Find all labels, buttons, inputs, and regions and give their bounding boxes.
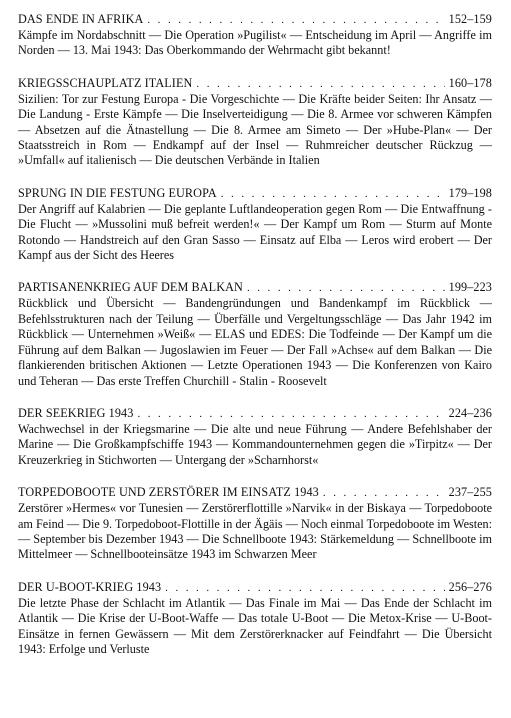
section-title: KRIEGSSCHAUPLATZ ITALIEN xyxy=(18,75,193,90)
toc-heading xyxy=(18,186,492,202)
toc-heading xyxy=(18,280,492,296)
section-title: TORPEDOBOOTE UND ZERSTÖRER IM EINSATZ 1943 xyxy=(18,485,319,500)
page-range: 179–198 xyxy=(448,185,492,200)
section-title: PARTISANENKRIEG AUF DEM BALKAN xyxy=(18,280,243,295)
toc-entry-der-seekrieg-1943 xyxy=(18,406,492,468)
section-summary: Rückblick und Übersicht — Bandengründungen und Bandenkampf im Rückblick — Befehlsstrukturen nach der Teilung — Überfälle und Vergeltungsschläge — Das Jahr 1942 im Rückblick — Unternehmen »Weiß« — ELAS und EDES: Die Todfeinde — Der Kampf um die Führung auf dem Balkan — Jugoslawien im Feuer — Der Fall »Achse« auf dem Balkan — Die flankierenden britischen Aktionen — Letzte Operationen 1943 — Die Konferenzen von Kairo und Teheran — Das erste Treffen Churchill - Stalin - Roosevelt xyxy=(18,296,492,388)
dot-leader xyxy=(165,581,444,596)
toc-heading xyxy=(18,12,492,28)
dot-leader xyxy=(221,187,445,202)
toc-heading xyxy=(18,485,492,501)
page-range: 256–276 xyxy=(448,579,492,594)
toc-heading xyxy=(18,580,492,596)
toc-entry-das-ende-in-afrika xyxy=(18,12,492,59)
dot-leader xyxy=(247,281,445,296)
section-summary: Die letzte Phase der Schlacht im Atlantik — Das Finale im Mai — Das Ende der Schlacht im Atlantik — Die Krise der U-Boot-Waffe — Das totale U-Boot — Die Metox-Krise — U-Boot-Einsätze in fernen Gewässern — Mit dem Zerstörerknacker auf Feindfahrt — Die Übersicht 1943: Erfolge und Verluste xyxy=(18,595,492,656)
section-title: SPRUNG IN DIE FESTUNG EUROPA xyxy=(18,185,217,200)
section-title: DER SEEKRIEG 1943 xyxy=(18,405,134,420)
page-range: 224–236 xyxy=(448,405,492,420)
page-range: 160–178 xyxy=(448,75,492,90)
page-range: 199–223 xyxy=(448,280,492,295)
section-title: DAS ENDE IN AFRIKA xyxy=(18,12,144,26)
page-range: 237–255 xyxy=(448,485,492,500)
section-summary: Der Angriff auf Kalabrien — Die geplante Luftlandeoperation gegen Rom — Die Entwaffnung - Die Flucht — »Mussolini muß befreit werden!« — Der Kampf um Rom — Sturm auf Monte Rotondo — Handstreich auf den Gran Sasso — Einsatz auf Elba — Leros wird erobert — Der Kampf aus der Sicht des Heeres xyxy=(18,201,492,263)
dot-leader xyxy=(137,407,444,422)
section-summary: Zerstörer »Hermes« vor Tunesien — Zerstörerflottille »Narvik« in der Biskaya — Torpedoboote am Feind — Die 9. Torpedoboot-Flottille in der Ägäis — Noch einmal Torpedoboote im Westen: — September bis Dezember 1943 — Die Schnellboote 1943: Stärkemeldung — Schnellboote im Mittelmeer — Schnellbooteinsätze 1943 im Schwarzen Meer xyxy=(18,501,492,562)
toc-entry-kriegsschauplatz-italien xyxy=(18,76,492,169)
table-of-contents xyxy=(18,12,492,674)
section-summary: Wachwechsel in der Kriegsmarine — Die alte und neue Führung — Andere Befehlshaber der Marine — Die Großkampfschiffe 1943 — Kommandounternehmen gegen die »Tirpitz« — Der Kreuzerkrieg in Stichworten — Untergang der »Scharnhorst« xyxy=(18,421,492,467)
section-summary: Kämpfe im Nordabschnitt — Die Operation »Pugilist« — Entscheidung im April — Angriffe im Norden — 13. Mai 1943: Das Oberkommando der Wehrmacht gibt bekannt! xyxy=(18,28,492,58)
section-title: DER U-BOOT-KRIEG 1943 xyxy=(18,579,162,594)
toc-entry-torpedoboote-und-zerstoerer xyxy=(18,485,492,563)
dot-leader xyxy=(323,486,445,501)
dot-leader xyxy=(147,13,444,28)
toc-entry-sprung-in-die-festung-europa xyxy=(18,186,492,264)
page-range: 152–159 xyxy=(448,12,492,26)
toc-heading xyxy=(18,406,492,422)
toc-heading xyxy=(18,76,492,92)
toc-entry-partisanenkrieg-auf-dem-balkan xyxy=(18,280,492,388)
dot-leader xyxy=(196,77,444,92)
section-summary: Sizilien: Tor zur Festung Europa - Die Vorgeschichte — Die Kräfte beider Seiten: Ihr Ansatz — Die Landung - Erste Kämpfe — Die Inselverteidigung — Die 8. Armee vor schweren Kämpfen — Absetzen auf die Ätnastellung — Die 8. Armee am Simeto — Der »Hube-Plan« — Der Staatsstreich in Rom — Endkampf auf der Insel — Ruhmreicher deutscher Rückzug — »Umfall« auf italienisch — Die deutschen Verbände in Italien xyxy=(18,91,492,168)
toc-entry-der-u-boot-krieg-1943 xyxy=(18,580,492,658)
